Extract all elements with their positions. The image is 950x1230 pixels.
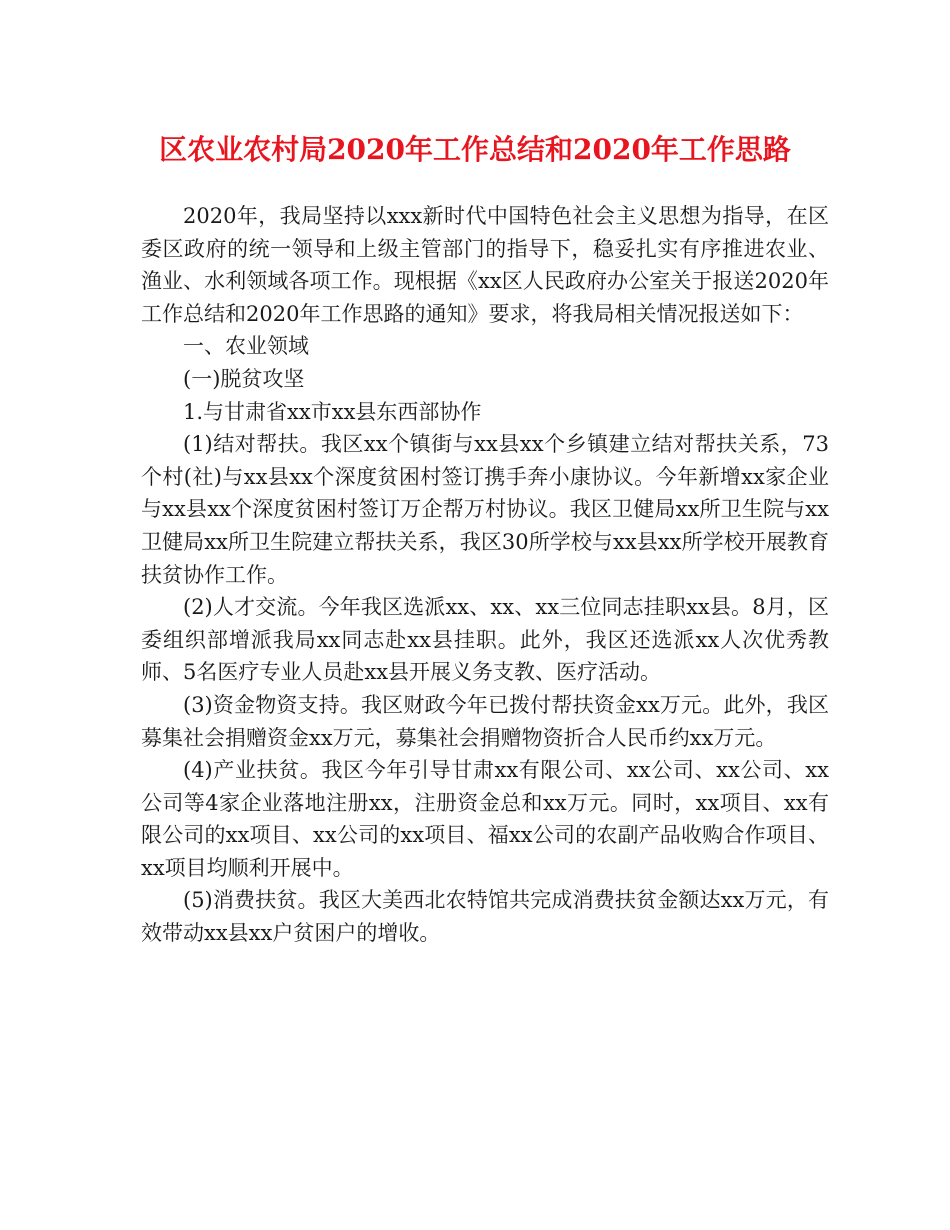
paragraph-intro: 2020年，我局坚持以xxx新时代中国特色社会主义思想为指导，在区委区政府的统一领导和上级主管部门的指导下，稳妥扎实有序推进农业、渔业、水利领域各项工作。现根据《xx区人民政府办公室关于报送2020年工作总结和2020年工作思路的通知》要求，将我局相关情况报送如下：	[141, 204, 829, 326]
paragraph-pairing-support: (1)结对帮扶。我区xx个镇街与xx县xx个乡镇建立结对帮扶关系，73个村(社)与xx县xx个深度贫困村签订携手奔小康协议。今年新增xx家企业与xx县xx个深度贫困村签订万企帮万村协议。我区卫健局xx所卫生院与xx卫健局xx所卫生院建立帮扶关系，我区30所学校与xx县xx所学校开展教育扶贫协作工作。	[141, 432, 829, 587]
heading-item-1: 1.与甘肃省xx市xx县东西部协作	[183, 399, 482, 424]
paragraph-funding-support: (3)资金物资支持。我区财政今年已拨付帮扶资金xx万元。此外，我区募集社会捐赠资金xx万元，募集社会捐赠物资折合人民币约xx万元。	[141, 692, 829, 750]
paragraph-industry-poverty: (4)产业扶贫。我区今年引导甘肃xx有限公司、xx公司、xx公司、xx公司等4家企业落地注册xx，注册资金总和xx万元。同时，xx项目、xx有限公司的xx项目、xx公司的xx项目、福xx公司的农副产品收购合作项目、xx项目均顺利开展中。	[141, 758, 829, 880]
heading-section-1: 一、农业领域	[183, 334, 309, 359]
paragraph-talent-exchange: (2)人才交流。今年我区选派xx、xx、xx三位同志挂职xx县。8月，区委组织部增派我局xx同志赴xx县挂职。此外，我区还选派xx人次优秀教师、5名医疗专业人员赴xx县开展义务支教、医疗活动。	[141, 595, 829, 685]
document-title: 区农业农村局2020年工作总结和2020年工作思路	[159, 133, 791, 166]
paragraph-consumption-poverty: (5)消费扶贫。我区大美西北农特馆共完成消费扶贫金额达xx万元，有效带动xx县xx户贫困户的增收。	[141, 888, 829, 946]
document-body	[141, 200, 829, 950]
heading-subsection-1: (一)脱贫攻坚	[183, 366, 305, 391]
